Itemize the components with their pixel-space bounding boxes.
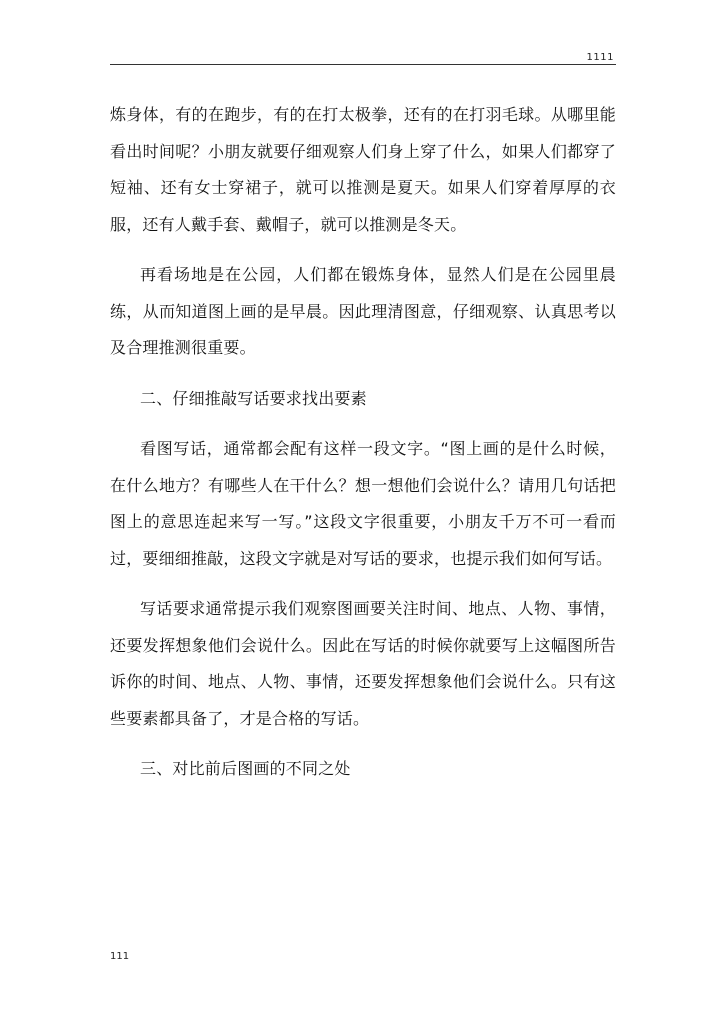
section-heading-3: 三、对比前后图画的不同之处	[140, 759, 351, 778]
paragraph-venue: 再看场地是在公园，人们都在锻炼身体，显然人们是在公园里晨练，从而知道图上画的是早晨。因此理清图意，仔细观察、认真思考以及合理推测很重要。	[110, 265, 616, 357]
header-page-code: 1111	[586, 52, 614, 63]
footer-page-code: 111	[110, 951, 130, 962]
document-body	[110, 97, 616, 802]
paragraph-requirements: 写话要求通常提示我们观察图画要关注时间、地点、人物、事情，还要发挥想象他们会说什么。因此在写话的时候你就要写上这幅图所告诉你的时间、地点、人物、事情，还要发挥想象他们会说什么。只有这些要素都具备了，才是合格的写话。	[110, 599, 616, 728]
header-divider	[110, 64, 616, 65]
paragraph-prompt-text: 看图写话，通常都会配有这样一段文字。“图上画的是什么时候，在什么地方？有哪些人在干什么？想一想他们会说什么？请用几句话把图上的意思连起来写一写。”这段文字很重要，小朋友千万不可一看而过，要细细推敲，这段文字就是对写话的要求，也提示我们如何写话。	[110, 439, 616, 568]
section-heading-2: 二、仔细推敲写话要求找出要素	[140, 388, 367, 408]
paragraph-continuation: 炼身体，有的在跑步，有的在打太极拳，还有的在打羽毛球。从哪里能看出时间呢？小朋友就要仔细观察人们身上穿了什么，如果人们都穿了短袖、还有女士穿裙子，就可以推测是夏天。如果人们穿着厚厚的衣服，还有人戴手套、戴帽子，就可以推测是冬天。	[110, 105, 616, 234]
